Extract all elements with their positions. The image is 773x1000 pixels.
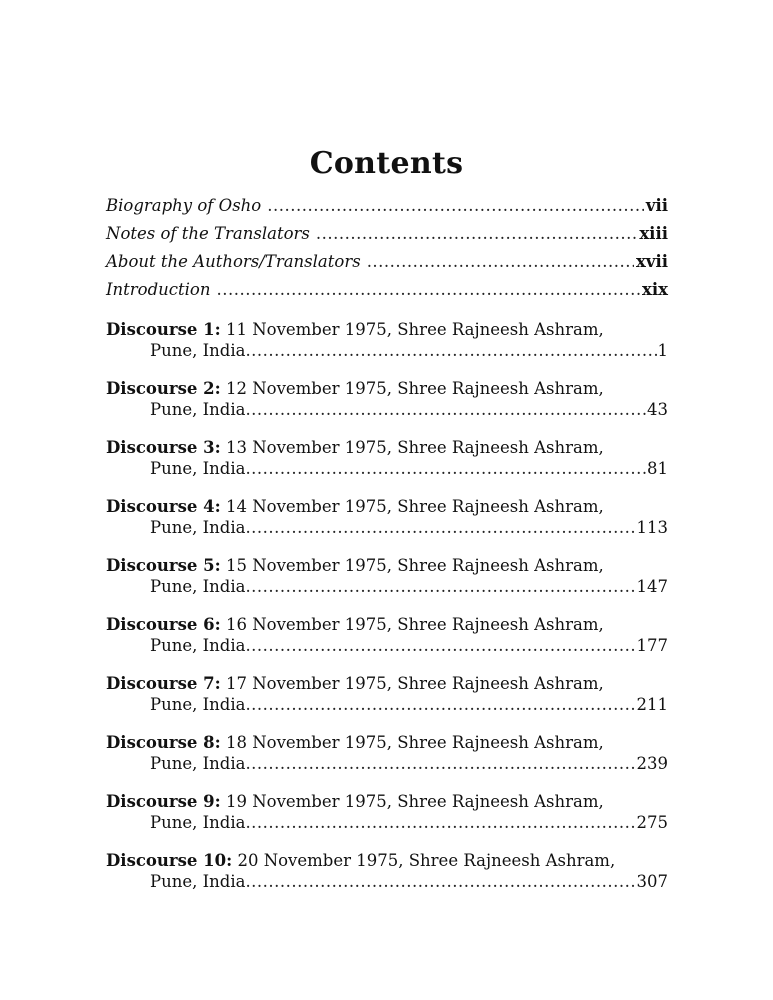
discourse-place: Pune, India xyxy=(150,459,246,478)
discourse-label: Discourse 9: xyxy=(106,792,221,811)
discourse-details: 11 November 1975, Shree Rajneesh Ashram, xyxy=(220,320,604,339)
discourse-place: Pune, India xyxy=(150,577,246,596)
dot-leader xyxy=(267,196,644,215)
dot-leader xyxy=(245,517,635,539)
dot-leader xyxy=(245,871,635,893)
dot-leader xyxy=(217,280,641,299)
discourse-details: 20 November 1975, Shree Rajneesh Ashram, xyxy=(232,851,616,870)
discourse-label: Discourse 1: xyxy=(106,320,221,339)
discourse-details: 13 November 1975, Shree Rajneesh Ashram, xyxy=(220,438,604,457)
discourse-page: 307 xyxy=(636,872,668,891)
toc-entry-discourse-3[interactable] xyxy=(106,438,668,497)
dot-leader xyxy=(367,252,634,271)
dot-leader xyxy=(245,635,635,657)
toc-entry-introduction[interactable] xyxy=(106,280,668,308)
dot-leader xyxy=(245,753,635,775)
discourse-details: 18 November 1975, Shree Rajneesh Ashram, xyxy=(220,733,604,752)
discourse-label: Discourse 6: xyxy=(106,615,221,634)
front-matter-list xyxy=(106,196,668,308)
toc-entry-label: Notes of the Translators xyxy=(106,224,310,243)
discourse-page: 1 xyxy=(657,341,668,360)
discourse-place: Pune, India xyxy=(150,813,246,832)
discourse-page: 239 xyxy=(636,754,668,773)
toc-entry-discourse-7[interactable] xyxy=(106,674,668,733)
discourse-place: Pune, India xyxy=(150,518,246,537)
discourse-label: Discourse 2: xyxy=(106,379,221,398)
discourse-details: 16 November 1975, Shree Rajneesh Ashram, xyxy=(220,615,604,634)
discourse-label: Discourse 10: xyxy=(106,851,233,870)
toc-entry-discourse-8[interactable] xyxy=(106,733,668,792)
dot-leader xyxy=(245,812,635,834)
discourse-label: Discourse 8: xyxy=(106,733,221,752)
toc-entry-page: xvii xyxy=(636,252,668,271)
toc-entry-discourse-1[interactable] xyxy=(106,320,668,379)
page-title: Contents xyxy=(309,146,464,182)
toc-entry-discourse-9[interactable] xyxy=(106,792,668,851)
discourse-page: 43 xyxy=(647,400,668,419)
toc-entry-label: About the Authors/Translators xyxy=(106,252,361,271)
discourse-label: Discourse 4: xyxy=(106,497,221,516)
discourse-label: Discourse 3: xyxy=(106,438,221,457)
discourse-page: 211 xyxy=(636,695,668,714)
discourse-page: 177 xyxy=(636,636,668,655)
discourse-place: Pune, India xyxy=(150,400,246,419)
discourse-page: 275 xyxy=(636,813,668,832)
toc-entry-translators-notes[interactable] xyxy=(106,224,668,252)
discourse-place: Pune, India xyxy=(150,872,246,891)
discourse-place: Pune, India xyxy=(150,636,246,655)
toc-entry-page: xix xyxy=(642,280,668,299)
toc-entry-discourse-2[interactable] xyxy=(106,379,668,438)
discourse-details: 15 November 1975, Shree Rajneesh Ashram, xyxy=(220,556,604,575)
discourse-details: 17 November 1975, Shree Rajneesh Ashram, xyxy=(220,674,604,693)
toc-entry-discourse-6[interactable] xyxy=(106,615,668,674)
discourse-details: 12 November 1975, Shree Rajneesh Ashram, xyxy=(220,379,604,398)
dot-leader xyxy=(245,576,635,598)
discourse-page: 113 xyxy=(636,518,668,537)
toc-entry-discourse-10[interactable] xyxy=(106,851,668,910)
discourse-label: Discourse 5: xyxy=(106,556,221,575)
discourse-place: Pune, India xyxy=(150,341,246,360)
discourse-page: 81 xyxy=(647,459,668,478)
toc-entry-page: xiii xyxy=(639,224,668,243)
discourse-label: Discourse 7: xyxy=(106,674,221,693)
discourse-list xyxy=(106,320,668,910)
toc-entry-biography[interactable] xyxy=(106,196,668,224)
toc-entry-label: Biography of Osho xyxy=(106,196,262,215)
toc-entry-page: vii xyxy=(645,196,668,215)
toc-entry-discourse-5[interactable] xyxy=(106,556,668,615)
dot-leader xyxy=(245,694,635,716)
dot-leader xyxy=(316,224,637,243)
discourse-details: 19 November 1975, Shree Rajneesh Ashram, xyxy=(220,792,604,811)
toc-entry-about-authors[interactable] xyxy=(106,252,668,280)
toc-entry-label: Introduction xyxy=(106,280,211,299)
discourse-place: Pune, India xyxy=(150,695,246,714)
dot-leader xyxy=(245,458,646,480)
toc-entry-discourse-4[interactable] xyxy=(106,497,668,556)
discourse-place: Pune, India xyxy=(150,754,246,773)
discourse-details: 14 November 1975, Shree Rajneesh Ashram, xyxy=(220,497,604,516)
discourse-page: 147 xyxy=(636,577,668,596)
dot-leader xyxy=(245,340,656,362)
dot-leader xyxy=(245,399,646,421)
